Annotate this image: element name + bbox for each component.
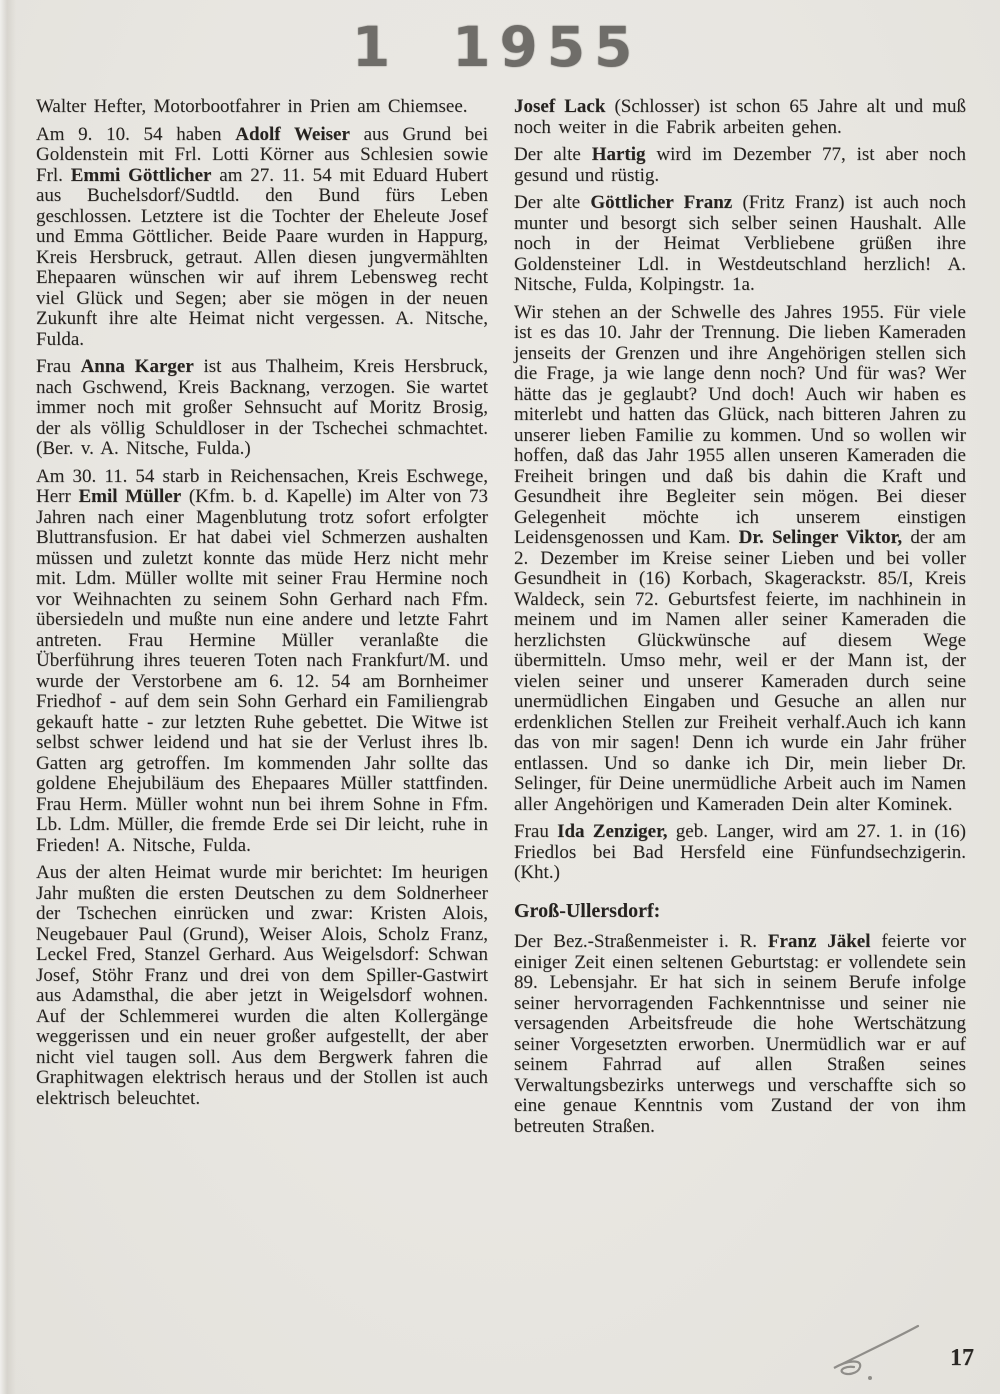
paragraph: Frau Ida Zenziger, geb. Langer, wird am 27. 1. in (16) Friedlos bei Bad Hersfeld eine Fünfundsechzigerin. (Kht.) bbox=[514, 821, 966, 883]
text-columns bbox=[36, 97, 970, 1144]
paragraph: Walter Hefter, Motorbootfahrer in Prien am Chiemsee. bbox=[36, 96, 468, 117]
paragraph: Frau Anna Karger ist aus Thalheim, Kreis Hersbruck, nach Gschwend, Kreis Backnang, verzogen. Sie wartet immer noch mit großer Sehnsucht auf Moritz Brosig, der als völlig Schuldloser in der Tschechei schmachtet. (Ber. v. A. Nitsche, Fulda.) bbox=[36, 356, 489, 459]
stamp-year: 1955 bbox=[452, 15, 642, 79]
paragraph: Am 9. 10. 54 haben Adolf Weiser aus Grund bei Goldenstein mit Frl. Lotti Körner aus Schlesien sowie Frl. Emmi Göttlicher am 27. 11. 54 mit Eduard Hubert aus Buchelsdorf/Sudtld. den Bund fürs Leben geschlossen. Letztere ist die Tochter der Eheleute Josef und Emma Göttlicher. Beide Paare wurden in Happurg, Kreis Hersbruck, getraut. Allen diesen jungvermählten Ehepaaren wünschen wir auf ihrem Lebensweg recht viel Glück und Segen; aber sie mögen in der neuen Zukunft ihre alte Heimat nicht vergessen. A. Nitsche, Fulda. bbox=[36, 123, 488, 350]
date-stamp bbox=[352, 15, 642, 79]
stamp-issue-number: 1 bbox=[352, 15, 391, 79]
left-column bbox=[36, 97, 488, 1144]
paragraph: Am 30. 11. 54 starb in Reichensachen, Kreis Eschwege, Herr Emil Müller (Kfm. b. d. Kapelle) im Alter von 73 Jahren nach einer Magenblutung trotz sofort erfolgter Bluttransfusion. Er hat dabei viel Schmerzen aushalten müssen und zuletzt konnte das müde Herz nicht mehr mit. Ldm. Müller wollte mit seiner Frau Hermine noch vor Weihnachten zu seinem Sohn Gerhard nach Ffm. übersiedeln und mußte nun eine andere und letzte Fahrt antreten. Frau Hermine Müller veranlaßte die Überführung ihres teueren Toten nach Frankfurt/M. und wurde der Verstorbene am 6. 12. 54 am Bornheimer Friedhof - auf dem sein Sohn Gerhard ein Familiengrab gekauft hatte - zur letzten Ruhe gebettet. Die Witwe ist selbst schwer leidend und hat sie der Verlust ihres lb. Gatten arg getroffen. Im kommenden Jahr sollte das goldene Ehejubiläum des Ehepaares Müller stattfinden. Frau Herm. Müller wohnt nun bei ihrem Sohne in Ffm. Lb. Ldm. Müller, die fremde Erde sei Dir leicht, ruhe in Frieden! A. Nitsche, Fulda. bbox=[36, 465, 488, 856]
section-heading-gross-ullersdorf: Groß-Ullersdorf: bbox=[514, 899, 661, 922]
paragraph: Der alte Göttlicher Franz (Fritz Franz) ist auch noch munter und besorgt sich selber seinen Haushalt. Alle noch in der Heimat Verbliebene grüßen ihre Goldensteiner Ldl. in Westdeutschland herzlich! A. Nitsche, Fulda, Kolpingstr. 1a. bbox=[514, 192, 966, 295]
paragraph: Wir stehen an der Schwelle des Jahres 1955. Für viele ist es das 10. Jahr der Trennung. Die lieben Kameraden jenseits der Grenzen und ihre Angehörigen stellen sich die Frage, ja wie lange denn noch? Und für was? Wer hätte das je geglaubt? Und doch! Auch wir haben es miterlebt und hatten das Glück, nach bitteren Jahren zu unserer lieben Familie zu kommen. Und so wollen wir hoffen, daß das Jahr 1955 allen unseren Kameraden die Freiheit bringen und daß bis dahin die Kraft und Gesundheit ihre Begleiter sein mögen. Bei dieser Gelegenheit möchte ich unserem einstigen Leidensgenossen und Kam. Dr. Selinger Viktor, der am 2. Dezember im Kreise seiner Lieben und bei voller Gesundheit in (16) Korbach, Skagerackstr. 85/I, Kreis Waldeck, sein 72. Geburtsfest feierte, im nachhinein in meinem und im Namen aller seiner Kameraden die herzlichsten Glückwünsche auf diesem Wege übermitteln. Umso mehr, weil er der Mann ist, der vielen seiner und unserer Kameraden durch seine unermüdlichen Eingaben und Gesuche an allen nur erdenklichen Stellen zur Freiheit verhalf.Auch ich kann das von mir sagen! Denn ich wurde ein Jahr früher entlassen. Und so danke ich Dir, mein lieber Dr. Selinger, für Deine unermüdliche Arbeit auch im Namen aller Angehörigen und Kameraden Dein alter Kominek. bbox=[514, 301, 967, 815]
paragraph: Der Bez.-Straßenmeister i. R. Franz Jäkel feierte vor einiger Zeit einen seltenen Geburtstag: er vollendete sein 89. Lebensjahr. Er hat sich in seinem Berufe infolge seiner hervorragenden Fachkenntnisse und seiner nie versagenden Arbeitsfreude die hohe Wertschätzung seiner Vorgesetzten erworben. Unermüdlich war er auf seinem Fahrrad auf allen Straßen seines Verwaltungsbezirks unterwegs und verschaffte sich so eine genaue Kenntnis vom Zustand der von ihm betreuten Straßen. bbox=[514, 931, 966, 1137]
page-number: 17 bbox=[950, 1345, 974, 1371]
paragraph: Der alte Hartig wird im Dezember 77, ist aber noch gesund und rüstig. bbox=[514, 144, 966, 186]
handwritten-pencil-mark bbox=[818, 1322, 928, 1384]
right-column bbox=[514, 97, 966, 1144]
paragraph: Josef Lack (Schlosser) ist schon 65 Jahre alt und muß noch weiter in die Fabrik arbeiten gehen. bbox=[514, 96, 966, 138]
paragraph: Aus der alten Heimat wurde mir berichtet: Im heurigen Jahr mußten die ersten Deutschen zu dem Soldnerheer der Tschechen einrücken und zwar: Kristen Alois, Neugebauer Paul (Grund), Weiser Alois, Scholz Franz, Leckel Fred, Stanzel Gerhard. Aus Weigelsdorf: Schwan Josef, Stöhr Franz und drei von dem Spiller-Gastwirt aus Adamsthal, die aber jetzt in Weigelsdorf wohnen. Auf der Schlemmerei wurden die alten Kollergänge weggerissen und ein neuer großer aufgestellt, der aber nicht viel taugen soll. Aus dem Bergwerk fahren die Graphitwagen elektrisch heraus und der Stollen ist auch elektrisch beleuchtet. bbox=[36, 862, 488, 1109]
